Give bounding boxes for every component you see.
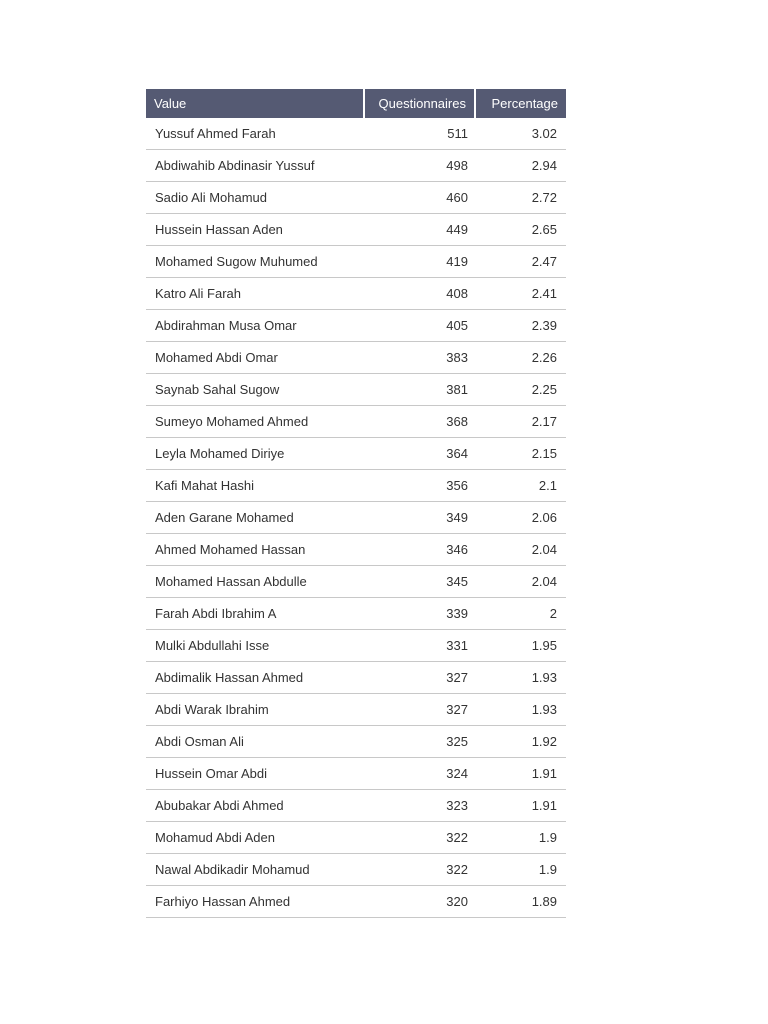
cell-questionnaires: 368 [365,406,476,438]
cell-questionnaires: 320 [365,886,476,918]
cell-value: Mohamud Abdi Aden [146,822,365,854]
cell-percentage: 1.92 [476,726,566,758]
cell-value: Hussein Omar Abdi [146,758,365,790]
cell-percentage: 3.02 [476,118,566,150]
cell-questionnaires: 511 [365,118,476,150]
cell-percentage: 1.9 [476,854,566,886]
table-row [146,534,566,566]
cell-value: Kafi Mahat Hashi [146,470,365,502]
table-row [146,246,566,278]
cell-questionnaires: 345 [365,566,476,598]
cell-questionnaires: 498 [365,150,476,182]
cell-percentage: 1.9 [476,822,566,854]
table-row [146,726,566,758]
cell-value: Mohamed Hassan Abdulle [146,566,365,598]
cell-questionnaires: 349 [365,502,476,534]
cell-value: Nawal Abdikadir Mohamud [146,854,365,886]
cell-value: Farah Abdi Ibrahim A [146,598,365,630]
cell-questionnaires: 449 [365,214,476,246]
cell-value: Mulki Abdullahi Isse [146,630,365,662]
table-row [146,470,566,502]
header-row [146,89,566,118]
cell-value: Abdi Osman Ali [146,726,365,758]
cell-percentage: 2.17 [476,406,566,438]
table-row [146,598,566,630]
table-row [146,342,566,374]
table-row [146,310,566,342]
cell-value: Yussuf Ahmed Farah [146,118,365,150]
table-row [146,182,566,214]
cell-questionnaires: 408 [365,278,476,310]
column-header-percentage: Percentage [476,89,566,118]
cell-percentage: 2 [476,598,566,630]
table-row [146,566,566,598]
cell-percentage: 2.04 [476,534,566,566]
table-row [146,374,566,406]
cell-questionnaires: 324 [365,758,476,790]
cell-percentage: 2.72 [476,182,566,214]
cell-percentage: 2.39 [476,310,566,342]
table-row [146,278,566,310]
cell-percentage: 2.47 [476,246,566,278]
cell-value: Sumeyo Mohamed Ahmed [146,406,365,438]
table-row [146,694,566,726]
cell-questionnaires: 322 [365,822,476,854]
table-header [146,89,566,118]
cell-percentage: 1.93 [476,662,566,694]
cell-value: Hussein Hassan Aden [146,214,365,246]
cell-value: Sadio Ali Mohamud [146,182,365,214]
cell-value: Saynab Sahal Sugow [146,374,365,406]
cell-questionnaires: 381 [365,374,476,406]
cell-questionnaires: 405 [365,310,476,342]
cell-percentage: 2.26 [476,342,566,374]
table-row [146,438,566,470]
table-body [146,118,566,918]
cell-value: Abdiwahib Abdinasir Yussuf [146,150,365,182]
cell-questionnaires: 322 [365,854,476,886]
cell-percentage: 2.1 [476,470,566,502]
column-header-questionnaires: Questionnaires [365,89,476,118]
cell-percentage: 2.25 [476,374,566,406]
cell-questionnaires: 325 [365,726,476,758]
cell-questionnaires: 364 [365,438,476,470]
cell-questionnaires: 327 [365,662,476,694]
cell-questionnaires: 383 [365,342,476,374]
cell-questionnaires: 460 [365,182,476,214]
questionnaires-table [146,89,566,918]
cell-questionnaires: 346 [365,534,476,566]
table-row [146,886,566,918]
cell-value: Abdimalik Hassan Ahmed [146,662,365,694]
cell-questionnaires: 331 [365,630,476,662]
table-row [146,662,566,694]
cell-value: Mohamed Sugow Muhumed [146,246,365,278]
cell-percentage: 1.89 [476,886,566,918]
cell-percentage: 2.94 [476,150,566,182]
cell-percentage: 1.91 [476,758,566,790]
cell-percentage: 2.04 [476,566,566,598]
cell-value: Katro Ali Farah [146,278,365,310]
cell-value: Abdirahman Musa Omar [146,310,365,342]
cell-percentage: 1.93 [476,694,566,726]
table-row [146,406,566,438]
cell-questionnaires: 419 [365,246,476,278]
cell-value: Farhiyo Hassan Ahmed [146,886,365,918]
cell-percentage: 2.15 [476,438,566,470]
table-row [146,214,566,246]
cell-value: Leyla Mohamed Diriye [146,438,365,470]
cell-value: Abubakar Abdi Ahmed [146,790,365,822]
table-row [146,150,566,182]
table-row [146,822,566,854]
cell-questionnaires: 356 [365,470,476,502]
cell-percentage: 1.91 [476,790,566,822]
table-row [146,758,566,790]
table-row [146,790,566,822]
cell-percentage: 2.65 [476,214,566,246]
table-row [146,502,566,534]
cell-value: Ahmed Mohamed Hassan [146,534,365,566]
cell-value: Abdi Warak Ibrahim [146,694,365,726]
cell-percentage: 2.06 [476,502,566,534]
cell-questionnaires: 323 [365,790,476,822]
cell-value: Aden Garane Mohamed [146,502,365,534]
cell-percentage: 1.95 [476,630,566,662]
cell-questionnaires: 339 [365,598,476,630]
cell-value: Mohamed Abdi Omar [146,342,365,374]
cell-percentage: 2.41 [476,278,566,310]
table-row [146,118,566,150]
cell-questionnaires: 327 [365,694,476,726]
column-header-value: Value [146,89,365,118]
table-row [146,854,566,886]
table-row [146,630,566,662]
